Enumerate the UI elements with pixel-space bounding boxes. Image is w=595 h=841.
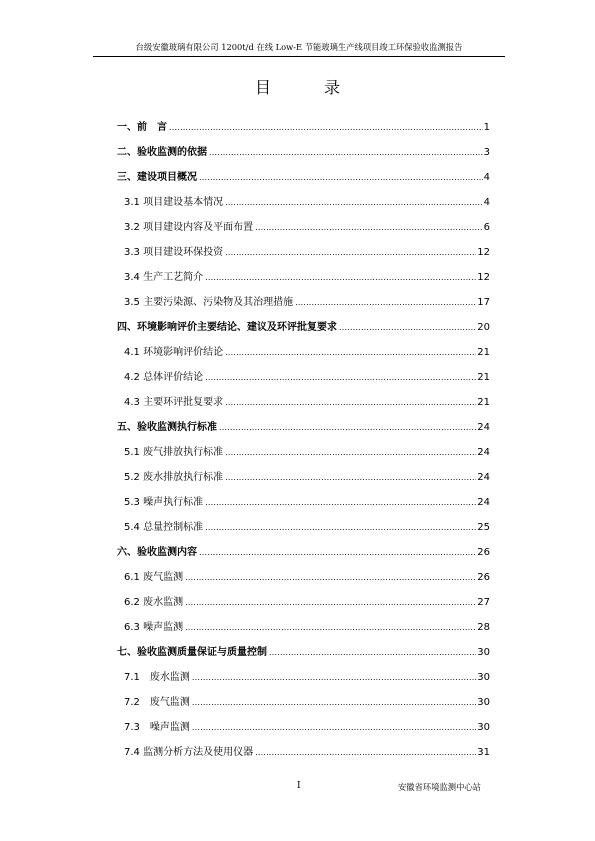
toc-entry-label: 7.3 噪声监测 — [124, 722, 190, 733]
toc-dot-leader — [205, 273, 476, 283]
toc-entry-label: 四、环境影响评价主要结论、建议及环评批复要求 — [117, 322, 337, 333]
toc-entry-label: 3.2 项目建设内容及平面布置 — [124, 222, 254, 233]
toc-dot-leader — [209, 148, 483, 158]
toc-entry-label: 三、建设项目概况 — [117, 172, 197, 183]
toc-entry[interactable] — [117, 158, 490, 183]
toc-entry-page: 24 — [477, 472, 490, 483]
toc-entry-label: 五、验收监测执行标准 — [117, 422, 217, 433]
toc-entry-label: 3.5 主要污染源、污染物及其治理措施 — [124, 297, 294, 308]
toc-entry[interactable] — [117, 108, 490, 133]
toc-entry[interactable] — [117, 408, 490, 433]
toc-entry-page: 1 — [483, 122, 490, 133]
toc-dot-leader — [225, 448, 476, 458]
toc-entry[interactable] — [117, 383, 490, 408]
table-of-contents — [117, 108, 490, 758]
toc-entry[interactable] — [117, 583, 490, 608]
toc-dot-leader — [225, 348, 476, 358]
footer-organization: 安徽省环境监测中心站 — [398, 782, 481, 792]
toc-entry[interactable] — [117, 608, 490, 633]
toc-entry-label: 二、验收监测的依据 — [117, 147, 207, 158]
toc-entry-label: 7.2 废气监测 — [124, 697, 190, 708]
toc-dot-leader — [185, 573, 476, 583]
toc-entry[interactable] — [117, 208, 490, 233]
toc-entry-label: 6.2 废水监测 — [124, 597, 184, 608]
toc-dot-leader — [255, 223, 483, 233]
toc-entry-page: 24 — [477, 497, 490, 508]
toc-entry[interactable] — [117, 308, 490, 333]
toc-entry[interactable] — [117, 683, 490, 708]
toc-dot-leader — [185, 598, 476, 608]
toc-entry[interactable] — [117, 458, 490, 483]
toc-entry-page: 25 — [477, 522, 490, 533]
toc-dot-leader — [199, 173, 483, 183]
toc-entry-page: 31 — [477, 747, 490, 758]
toc-dot-leader — [192, 698, 476, 708]
toc-dot-leader — [339, 323, 476, 333]
toc-dot-leader — [225, 248, 476, 258]
toc-entry[interactable] — [117, 708, 490, 733]
toc-entry-label: 6.3 噪声监测 — [124, 622, 184, 633]
toc-entry-label: 4.2 总体评价结论 — [124, 372, 204, 383]
toc-entry[interactable] — [117, 433, 490, 458]
toc-entry-label: 7.4 监测分析方法及使用仪器 — [124, 747, 254, 758]
toc-entry-page: 4 — [483, 172, 490, 183]
toc-entry-page: 26 — [477, 572, 490, 583]
toc-entry[interactable] — [117, 733, 490, 758]
page-number: I — [297, 781, 301, 791]
toc-entry-page: 30 — [477, 647, 490, 658]
toc-dot-leader — [205, 523, 476, 533]
toc-entry-label: 4.1 环境影响评价结论 — [124, 347, 224, 358]
toc-entry[interactable] — [117, 258, 490, 283]
toc-entry-page: 20 — [477, 322, 490, 333]
toc-dot-leader — [192, 723, 476, 733]
toc-entry[interactable] — [117, 183, 490, 208]
toc-entry[interactable] — [117, 508, 490, 533]
toc-entry-page: 27 — [477, 597, 490, 608]
toc-entry-label: 一、前 言 — [117, 122, 167, 133]
toc-entry[interactable] — [117, 658, 490, 683]
toc-entry-page: 21 — [477, 372, 490, 383]
running-header: 台级安徽玻璃有限公司 1200t/d 在线 Low-E 节能玻璃生产线项目竣工环保验收监测报告 — [135, 42, 463, 52]
header-divider — [93, 56, 505, 57]
toc-dot-leader — [225, 473, 476, 483]
toc-entry[interactable] — [117, 633, 490, 658]
toc-dot-leader — [225, 398, 476, 408]
toc-dot-leader — [192, 673, 476, 683]
toc-entry[interactable] — [117, 558, 490, 583]
toc-entry-page: 6 — [483, 222, 490, 233]
toc-dot-leader — [255, 748, 476, 758]
toc-entry[interactable] — [117, 533, 490, 558]
toc-entry-page: 30 — [477, 697, 490, 708]
toc-dot-leader — [219, 423, 476, 433]
toc-entry-label: 7.1 废水监测 — [124, 672, 190, 683]
toc-dot-leader — [205, 498, 476, 508]
toc-entry-label: 5.3 噪声执行标准 — [124, 497, 204, 508]
toc-entry-page: 30 — [477, 722, 490, 733]
toc-entry-page: 3 — [483, 147, 490, 158]
toc-entry[interactable] — [117, 483, 490, 508]
toc-entry-label: 3.4 生产工艺简介 — [124, 272, 204, 283]
toc-entry[interactable] — [117, 233, 490, 258]
toc-entry[interactable] — [117, 358, 490, 383]
toc-entry-label: 6.1 废气监测 — [124, 572, 184, 583]
toc-dot-leader — [199, 548, 476, 558]
toc-entry-page: 12 — [477, 247, 490, 258]
toc-entry-page: 24 — [477, 422, 490, 433]
toc-entry-page: 30 — [477, 672, 490, 683]
toc-entry-page: 21 — [477, 347, 490, 358]
toc-entry-label: 4.3 主要环评批复要求 — [124, 397, 224, 408]
toc-entry-page: 4 — [483, 197, 490, 208]
toc-entry[interactable] — [117, 283, 490, 308]
toc-dot-leader — [225, 198, 483, 208]
toc-entry-label: 5.4 总量控制标准 — [124, 522, 204, 533]
toc-entry[interactable] — [117, 133, 490, 158]
toc-entry-page: 24 — [477, 447, 490, 458]
toc-entry-page: 12 — [477, 272, 490, 283]
toc-entry-label: 3.3 项目建设环保投资 — [124, 247, 224, 258]
toc-entry-label: 5.2 废水排放执行标准 — [124, 472, 224, 483]
toc-entry-page: 26 — [477, 547, 490, 558]
toc-dot-leader — [185, 623, 476, 633]
toc-dot-leader — [205, 373, 476, 383]
toc-dot-leader — [269, 648, 476, 658]
toc-entry-page: 28 — [477, 622, 490, 633]
toc-dot-leader — [169, 123, 483, 133]
toc-entry-label: 七、验收监测质量保证与质量控制 — [117, 647, 267, 658]
toc-entry-label: 六、验收监测内容 — [117, 547, 197, 558]
toc-entry-page: 17 — [477, 297, 490, 308]
toc-entry-label: 3.1 项目建设基本情况 — [124, 197, 224, 208]
page-title: 目 录 — [254, 78, 365, 97]
toc-dot-leader — [295, 298, 476, 308]
toc-entry-page: 21 — [477, 397, 490, 408]
toc-entry[interactable] — [117, 333, 490, 358]
toc-entry-label: 5.1 废气排放执行标准 — [124, 447, 224, 458]
